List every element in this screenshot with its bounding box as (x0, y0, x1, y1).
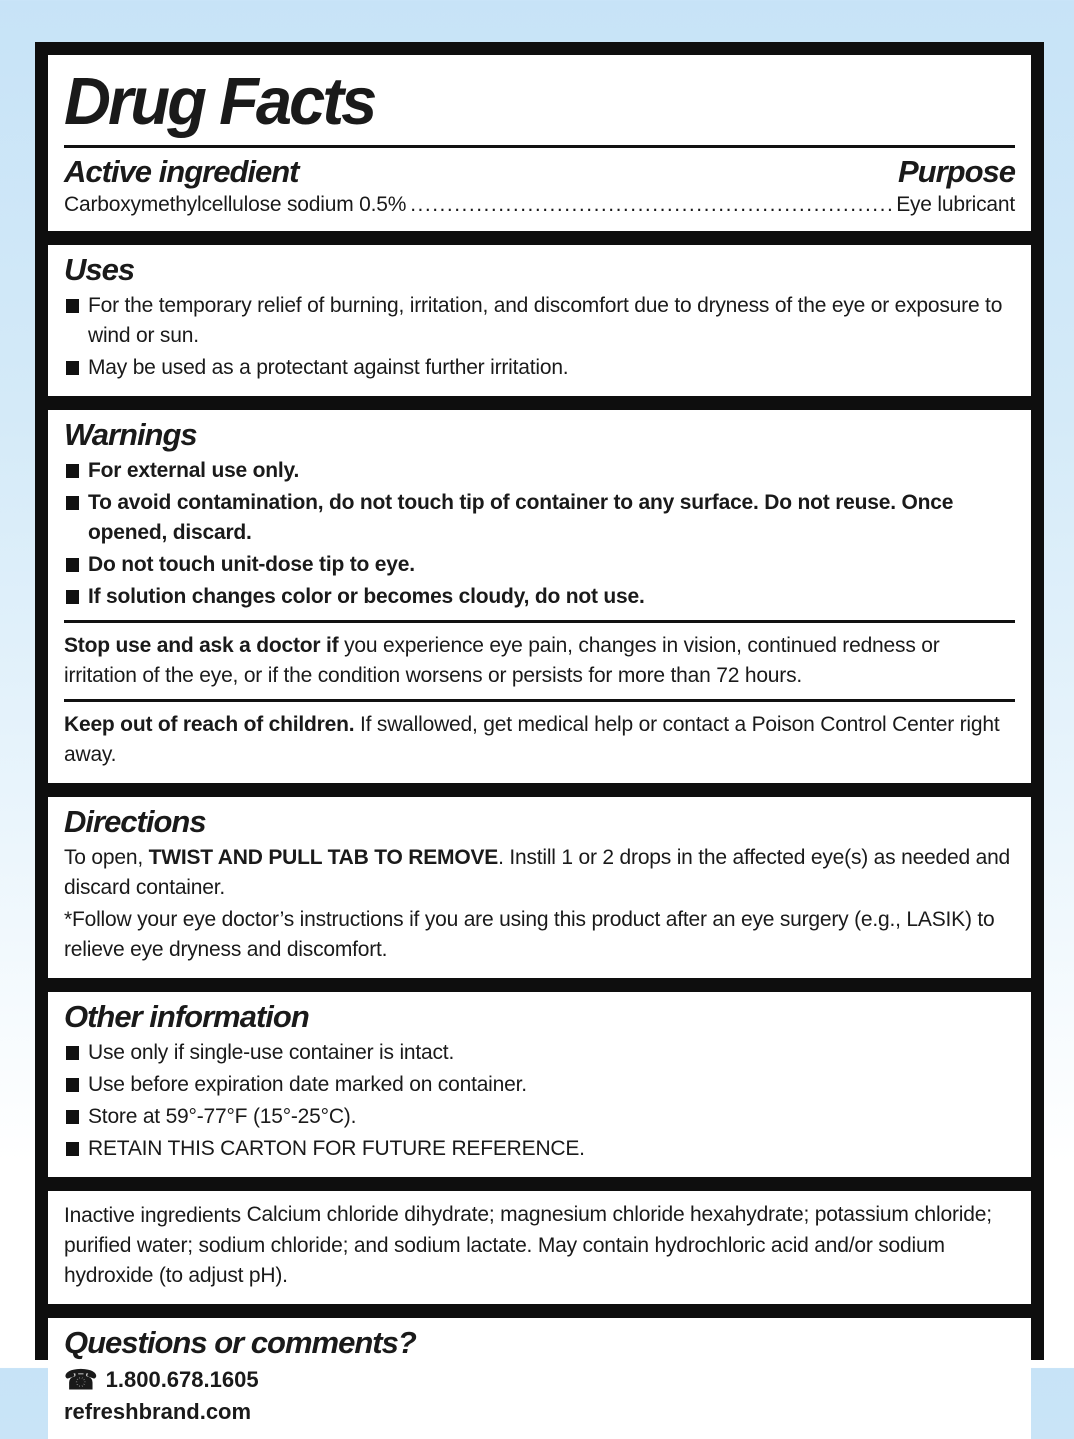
list-item (64, 456, 1015, 486)
directions-footnote: *Follow your eye doctor’s instructions if you are using this product after an eye surgery (e.g., LASIK) to relieve eye dryness and discomfort. (64, 908, 995, 961)
purpose-heading: Purpose (897, 154, 1015, 189)
list-item (64, 582, 1015, 612)
bullet-text: May be used as a protectant against further irritation. (88, 356, 569, 379)
directions-emphasis: TWIST AND PULL TAB TO REMOVE (148, 846, 499, 869)
bullet-square-icon (66, 1142, 79, 1156)
bullet-square-icon (66, 590, 79, 604)
directions-post: . Instill 1 or 2 drops in the affected eye(s) as needed and discard container. (64, 846, 1011, 899)
bullet-square-icon (66, 361, 79, 375)
dotted-leader (410, 190, 892, 220)
warnings-divider (64, 699, 1015, 702)
bullet-text: Use only if single-use container is intact. (88, 1041, 455, 1064)
section-inactive-ingredients (48, 1191, 1031, 1304)
bullet-text: Store at 59°-77°F (15°-25°C). (88, 1105, 357, 1128)
list-item (64, 353, 1015, 383)
directions-pre: To open, (64, 846, 149, 869)
bullet-text: If solution changes color or becomes cloudy, do not use. (88, 585, 645, 608)
list-item (64, 488, 1015, 548)
warnings-heading: Warnings (64, 417, 197, 452)
keep-out-lead: Keep out of reach of children. (64, 713, 355, 736)
stop-use-paragraph (64, 631, 1015, 691)
drug-facts-label (35, 42, 1044, 1424)
bullet-text: For external use only. (88, 459, 300, 482)
drug-facts-title: Drug Facts (64, 64, 375, 139)
bullet-text: For the temporary relief of burning, irritation, and discomfort due to dryness of the eye or exposure to wind or sun. (88, 294, 1003, 347)
keep-out-paragraph (64, 710, 1015, 770)
bullet-text: Do not touch unit-dose tip to eye. (88, 553, 415, 576)
uses-heading: Uses (64, 252, 135, 287)
bullet-text: Use before expiration date marked on container. (88, 1073, 527, 1096)
active-ingredient-row (64, 190, 1015, 220)
section-uses (48, 245, 1031, 396)
list-item (64, 550, 1015, 580)
bullet-square-icon (66, 1046, 79, 1060)
inactive-ingredients-heading: Inactive ingredients (64, 1204, 241, 1227)
list-item (64, 291, 1015, 351)
questions-heading: Questions or comments? (64, 1325, 416, 1360)
directions-heading: Directions (64, 804, 206, 839)
bullet-text: RETAIN THIS CARTON FOR FUTURE REFERENCE. (88, 1137, 585, 1160)
list-item (64, 1038, 1015, 1068)
warnings-divider (64, 620, 1015, 623)
bullet-text: To avoid contamination, do not touch tip of container to any surface. Do not reuse. Once opened, discard. (88, 491, 954, 544)
website-url: refreshbrand.com (64, 1399, 252, 1424)
bullet-square-icon (66, 558, 79, 572)
phone-number: 1.800.678.1605 (105, 1367, 259, 1392)
active-ingredient-heading: Active ingredient (64, 154, 299, 189)
keep-out-text: If swallowed, get medical help or contact a Poison Control Center right away. (64, 713, 1000, 766)
other-information-heading: Other information (64, 999, 309, 1034)
active-ingredient-name: Carboxymethylcellulose sodium 0.5% (64, 193, 407, 216)
bullet-square-icon (66, 1078, 79, 1092)
section-header (48, 55, 1031, 231)
title-divider (64, 145, 1015, 148)
purpose-value: Eye lubricant (896, 193, 1015, 216)
list-item (64, 1102, 1015, 1132)
directions-paragraph (64, 843, 1015, 903)
bullet-square-icon (66, 496, 79, 510)
bullet-square-icon (66, 1110, 79, 1124)
section-other-information (48, 992, 1031, 1177)
telephone-icon: ☎ (64, 1365, 98, 1395)
inactive-ingredients-text: Calcium chloride dihydrate; magnesium chloride hexahydrate; potassium chloride; purified water; sodium chloride; and sodium lactate. May contain hydrochloric acid and/or sodium hydroxide (to adjust pH). (64, 1203, 992, 1287)
section-warnings (48, 410, 1031, 783)
list-item (64, 1070, 1015, 1100)
inactive-ingredients-paragraph (64, 1200, 1015, 1291)
section-questions (48, 1318, 1031, 1439)
bullet-square-icon (66, 299, 79, 313)
stop-use-lead: Stop use and ask a doctor if (64, 634, 339, 657)
bullet-square-icon (66, 464, 79, 478)
stop-use-text: you experience eye pain, changes in vision, continued redness or irritation of the eye, or if the condition worsens or persists for more than 72 hours. (64, 634, 940, 687)
phone-row (64, 1364, 1015, 1396)
list-item (64, 1134, 1015, 1164)
section-directions (48, 797, 1031, 978)
